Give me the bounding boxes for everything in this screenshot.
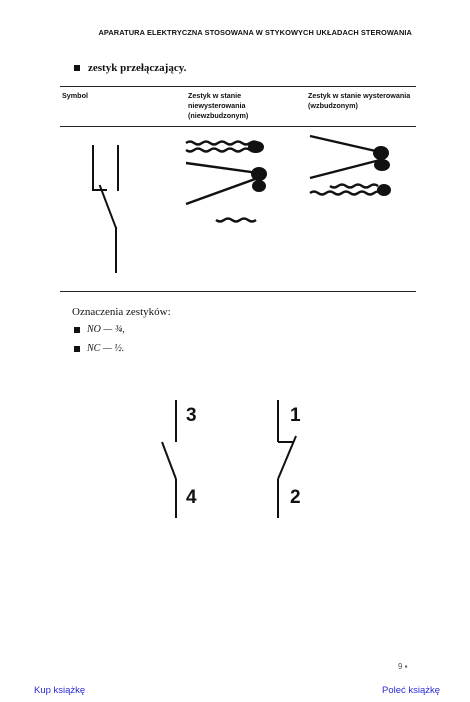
running-header: APARATURA ELEKTRYCZNA STOSOWANA W STYKOWYCH UKŁADACH STEROWANIA (98, 28, 412, 37)
bullet-square-icon (74, 346, 80, 352)
recommend-book-link[interactable]: Poleć książkę (382, 685, 441, 696)
changeover-symbol-icon (93, 146, 118, 272)
bullet-square-icon (74, 327, 80, 333)
terminal-4-label: 4 (186, 487, 197, 508)
terminal-3-label: 3 (186, 405, 197, 426)
designation-nc: NC — ½. (74, 343, 124, 354)
section-title: zestyk przełączający. (88, 62, 187, 74)
contact-unexcited-drawing (186, 141, 267, 222)
designations-intro: Oznaczenia zestyków: (72, 306, 171, 318)
table-header-unexcited: Zestyk w stanie niewysterowania (niewzbudzonym) (188, 91, 249, 120)
buy-book-link[interactable]: Kup książkę (34, 685, 86, 696)
terminal-2-label: 2 (290, 487, 301, 508)
designation-no: NO — ¾, (74, 324, 125, 335)
page-number: 9 ▪ (398, 662, 408, 671)
contact-excited-drawing (310, 136, 391, 196)
table-header-excited: Zestyk w stanie wysterowania (wzbudzonym) (308, 91, 411, 110)
table-header-symbol: Symbol (62, 91, 88, 100)
terminal-1-label: 1 (290, 405, 301, 426)
no-contact-symbol-icon (162, 400, 176, 518)
